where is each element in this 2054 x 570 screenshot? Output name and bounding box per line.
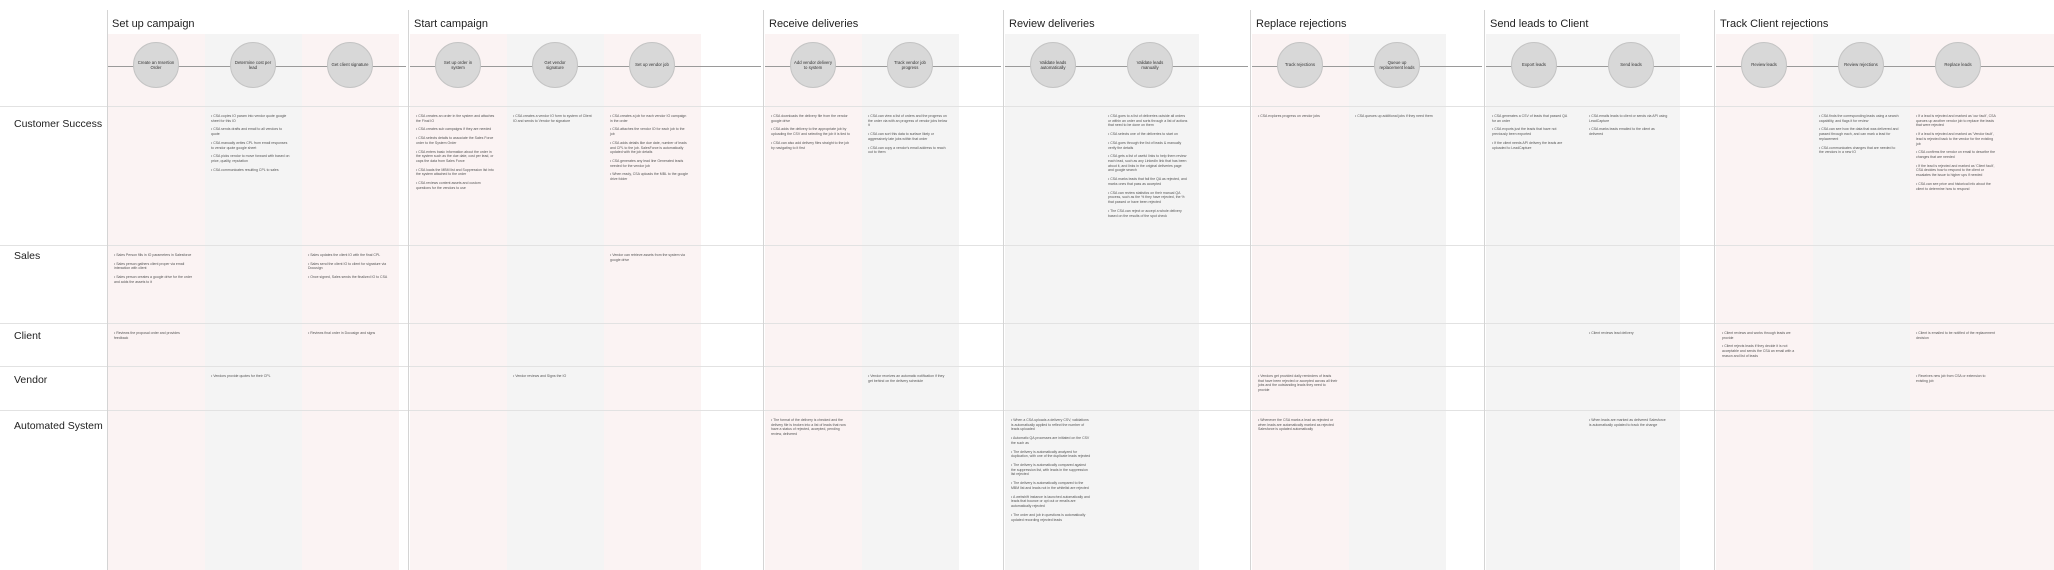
stage-title: Replace rejections <box>1256 18 1347 30</box>
lane-note <box>114 331 194 344</box>
note-bullet: • Vendors provide quotes for their CPL <box>211 374 271 378</box>
note-bullet: • CSA gets a list of useful links to help them review each lead, such as any LinkedIn link that has been about it, and links in the original deliveries page and google search <box>1108 154 1187 173</box>
note-bullet: • CSA generates a CSV of leads that passed QA for an order <box>1492 114 1567 123</box>
step-circle[interactable]: Track rejections <box>1277 42 1323 88</box>
stage-separator <box>1003 10 1004 570</box>
stage-separator <box>408 10 409 570</box>
note-bullet: • CSA selects details to associate the Sales Force order to the System Order <box>416 136 494 145</box>
lane-note <box>1492 114 1572 154</box>
lane-note <box>1258 374 1338 397</box>
note-bullet: • CSA can see price and historical info about the client to determine how to respond <box>1916 181 1991 191</box>
note-bullet: • CSA can review statistics on their manual QA process, such as the % they have rejected, the % that passed or have been rejected <box>1108 190 1185 205</box>
note-bullet: • CSA marks leads emailed to the client as delivered <box>1589 127 1655 137</box>
note-bullet: • Vendors get provided daily reminders of leads that have been rejected or accepted across all their jobs and the outstanding leads they need to provide <box>1258 374 1338 393</box>
lane-note <box>308 331 388 340</box>
step-circle[interactable]: Create an Insertion Order <box>133 42 179 88</box>
note-bullet: • CSA can see how the data that was delivered and passed through each, and can mark a lead for replacement <box>1819 127 1899 141</box>
lane-note <box>610 253 690 266</box>
note-bullet: • Vendor reviews and Signs the IO <box>513 374 567 378</box>
step-circle[interactable]: Validate leads automatically <box>1030 42 1076 88</box>
note-bullet: • The delivery is automatically compared to the MBM list and leads not in the whitelist are rejected <box>1011 481 1089 490</box>
column-background <box>1716 34 1813 570</box>
note-bullet: • CSA can also add delivery files straight to the job by navigating to it first <box>771 140 850 150</box>
note-bullet: • Receives new job from CSA or extension to existing job <box>1916 374 1986 383</box>
lane-note <box>416 114 496 195</box>
note-bullet: • CSA finds the corresponding leads using a search capability, and flags it for review <box>1819 114 1899 123</box>
lane-note <box>513 374 593 383</box>
stage-separator <box>1484 10 1485 570</box>
note-bullet: • CSA reviews content assets and custom questions for the vendors to use <box>416 181 481 190</box>
lane-note <box>1011 418 1091 526</box>
note-bullet: • CSA attaches the vendor IO for each job to the job <box>610 127 685 137</box>
lane-note <box>1819 114 1899 159</box>
note-bullet: • Automatic QA processes are initiated on the CSV the such as <box>1011 436 1090 445</box>
step-circle[interactable]: Review rejections <box>1838 42 1884 88</box>
note-bullet: • CSA enters basic information about the order in the system such as the due date, cost per lead, or caps the data from Sales Force <box>416 149 494 164</box>
note-bullet: • CSA adds details like due date, number of leads and CPL to the job. SalesForce is automatically updated with the job details <box>610 140 687 155</box>
lane-note <box>771 418 851 441</box>
note-bullet: • When a CSA uploads a delivery CSV, validations is automatically applied to reflect the number of leads uploaded <box>1011 418 1089 432</box>
note-bullet: • CSA confirms the vendor on email to describe the changes that are needed <box>1916 150 1996 160</box>
note-bullet: • CSA communicates resulting CPL to sales <box>211 167 279 172</box>
column-background <box>302 34 399 570</box>
note-bullet: • CSA explores progress on vendor jobs <box>1258 114 1320 118</box>
note-bullet: • Sales updates the client IO with the final CPL <box>308 253 381 257</box>
note-bullet: • CSA can view a list of orders and the progress on the order via with an progress of vendor jobs below it <box>868 114 948 128</box>
lane-label: Automated System <box>14 420 103 432</box>
note-bullet: • CSA goes through the list of leads & manually verify the details <box>1108 140 1182 150</box>
note-bullet: • CSA emails leads to client or sends via API using LeadCapture <box>1589 114 1668 123</box>
note-bullet: • When leads are marked as delivered Salesforce is automatically updated to track the change <box>1589 418 1666 427</box>
lane-note <box>513 114 593 127</box>
lane-note <box>771 114 851 154</box>
lane-divider <box>0 106 2054 107</box>
lane-divider <box>0 410 2054 411</box>
lane-label: Client <box>14 330 41 342</box>
lane-note <box>868 374 948 387</box>
note-bullet: • Client is emailed to be notified of the replacement decision <box>1916 331 1995 340</box>
note-bullet: • CSA can sort this data to surface likely or aggressively late jobs within that order <box>868 132 935 141</box>
note-bullet: • CSA can copy a vendor's email address to reach out to them <box>868 145 946 155</box>
step-circle[interactable]: Validate leads manually <box>1127 42 1173 88</box>
lane-divider <box>0 366 2054 367</box>
column-background <box>108 34 205 570</box>
step-circle[interactable]: Add vendor delivery to system <box>790 42 836 88</box>
note-bullet: • CSA downloads the delivery file from the vendor google drive <box>771 114 848 123</box>
note-bullet: • Sales person creates a google drive for the order and adds the assets to it <box>114 275 193 284</box>
note-bullet: • Client reviews lead delivery <box>1589 331 1634 335</box>
lane-note <box>868 114 948 159</box>
note-bullet: • When ready, CSA uploads the MBL to the google drive folder <box>610 172 689 182</box>
lane-note <box>1722 331 1802 363</box>
note-bullet: • CSA creates a job for each vendor IO campaign in the order <box>610 114 687 123</box>
note-bullet: • CSA loads the MBM list and Suppression list into the system attached to the order <box>416 167 494 177</box>
lane-note <box>610 114 690 186</box>
lane-divider <box>0 245 2054 246</box>
lane-note <box>1589 418 1669 431</box>
step-circle[interactable]: Queue up replacement leads <box>1374 42 1420 88</box>
note-bullet: • A webshift instance is launched automatically and leads that bounce or opt out or emails are automatically rejected <box>1011 494 1090 509</box>
note-bullet: • Sales send the client IO to client for signature via Docusign <box>308 261 387 271</box>
lane-note <box>1916 331 1996 344</box>
step-circle[interactable]: Review leads <box>1741 42 1787 88</box>
note-bullet: • If a lead is rejected and marked as 'Vendor fault', lead is rejected back to the vendor for the existing job <box>1916 132 1994 146</box>
note-bullet: • CSA sends drafts and email to all vendors to quote <box>211 127 283 137</box>
step-circle[interactable]: Set up order in system <box>435 42 481 88</box>
note-bullet: • The CSA can reject or accept a whole delivery based on the results of the spot check <box>1108 208 1182 218</box>
note-bullet: • CSA manually writes CPL from email responses to vendor quote google sheet <box>211 140 288 150</box>
note-bullet: • CSA goes to a list of deliveries outside all orders or within an order and sorts through a list of actions that need to be done on them <box>1108 114 1188 128</box>
note-bullet: • CSA generates any lead line Generated leads needed for the vendor job <box>610 159 684 168</box>
note-bullet: • CSA creates sub campaigns if they are needed <box>416 127 492 132</box>
note-bullet: • Sales Person fills in IO parameters in Salesforce <box>114 253 192 257</box>
lane-label: Customer Success <box>14 118 103 130</box>
note-bullet: • CSA creates a vendor IO form to system of Client IO and sends to Vendor for signature <box>513 114 592 123</box>
lane-note <box>1916 114 1996 195</box>
lane-label: Sales <box>14 250 41 262</box>
stage-separator <box>1250 10 1251 570</box>
note-bullet: • CSA exports just the leads that have not previously been exported <box>1492 127 1557 137</box>
stage-title: Set up campaign <box>112 18 195 30</box>
lane-note <box>1355 114 1435 123</box>
step-circle[interactable]: Track vendor job progress <box>887 42 933 88</box>
stage-separator <box>1714 10 1715 570</box>
step-circle[interactable]: Get client signature <box>327 42 373 88</box>
lane-note <box>1258 114 1338 123</box>
note-bullet: • If a lead is rejected and marked as 'our fault', CSA queues up another vendor job to replace the leads that were rejected <box>1916 114 1996 128</box>
lane-note <box>308 253 388 284</box>
lane-note <box>1258 418 1338 436</box>
lane-note <box>1916 374 1996 387</box>
stage-title: Send leads to Client <box>1490 18 1589 30</box>
note-bullet: • CSA selects one of the deliveries to start on <box>1108 132 1178 137</box>
lane-note <box>1589 114 1669 141</box>
note-bullet: • Client rejects leads if they decide it is not acceptable and sends the CSA an email with a reason and list of leads <box>1722 344 1795 358</box>
step-circle[interactable]: Set up vendor job <box>629 42 675 88</box>
stage-title: Review deliveries <box>1009 18 1095 30</box>
note-bullet: • Vendor can retrieve assets from the system via google drive <box>610 253 685 262</box>
stage-title: Start campaign <box>414 18 488 30</box>
lane-label: Vendor <box>14 374 48 386</box>
step-circle[interactable]: Replace leads <box>1935 42 1981 88</box>
note-bullet: • CSA adds the delivery to the appropriate job by uploading the CSV and selecting the job it is tied to <box>771 127 850 137</box>
note-bullet: • CSA marks leads that fail the QA as rejected, and marks ones that pass as accepted <box>1108 177 1187 186</box>
lane-divider <box>0 323 2054 324</box>
note-bullet: • The format of the delivery is checked and the delivery file is broken into a list of leads that now have a status of rejected, accepted, pending review, delivered <box>771 418 846 437</box>
note-bullet: • CSA picks vendor to move forward with based on price, quality, reputation <box>211 154 290 164</box>
step-circle[interactable]: Send leads <box>1608 42 1654 88</box>
note-bullet: • Sales person gathers client proper via email interaction with client <box>114 261 185 271</box>
lane-label-separator <box>107 10 108 570</box>
lane-note <box>1108 114 1188 222</box>
note-bullet: • Reviews the proposal order and provides feedback <box>114 331 180 340</box>
step-circle[interactable]: Determine cost per lead <box>230 42 276 88</box>
note-bullet: • CSA copies IO param into vendor quote google sheet for this IO <box>211 114 287 123</box>
note-bullet: • CSA creates an order in the system and attaches the Final IO <box>416 114 495 123</box>
note-bullet: • If the client needs API delivery the leads are uploaded to LeadCapture <box>1492 140 1563 150</box>
stage-title: Track Client rejections <box>1720 18 1829 30</box>
lane-note <box>114 253 194 289</box>
step-circle[interactable]: Export leads <box>1511 42 1557 88</box>
note-bullet: • The delivery is automatically compared against the suppression list, with leads in the suppression list rejected <box>1011 463 1088 477</box>
note-bullet: • The order and job in questions is automatically updated recording rejected leads <box>1011 512 1086 522</box>
note-bullet: • CSA communicates changes that are needed to the vendors in a new IO <box>1819 145 1896 155</box>
note-bullet: • Once signed, Sales sends the finalized IO to CSA <box>308 275 388 280</box>
stage-separator <box>763 10 764 570</box>
step-circle[interactable]: Get vendor signature <box>532 42 578 88</box>
note-bullet: • Whenever the CSA marks a lead as rejected or when leads are automatically marked as rejected Salesforce is updated automatically <box>1258 418 1334 432</box>
lane-note <box>1589 331 1669 340</box>
note-bullet: • Vendor receives an automatic notification if they get behind on the delivery schedule <box>868 374 945 383</box>
lane-note <box>211 114 291 176</box>
note-bullet: • CSA queues up additional jobs if they need them <box>1355 114 1433 118</box>
note-bullet: • Reviews final order in Docusign and signs <box>308 331 376 335</box>
stage-title: Receive deliveries <box>769 18 859 30</box>
note-bullet: • If the lead is rejected and marked as 'Client fault', CSA decides how to respond to the client or escalates the issue to higher ups if needed <box>1916 163 1995 178</box>
note-bullet: • Client reviews and works through leads we provide <box>1722 331 1791 340</box>
note-bullet: • The delivery is automatically analyzed for duplication, with one of the duplicate leads rejected <box>1011 449 1091 459</box>
lane-note <box>211 374 291 383</box>
